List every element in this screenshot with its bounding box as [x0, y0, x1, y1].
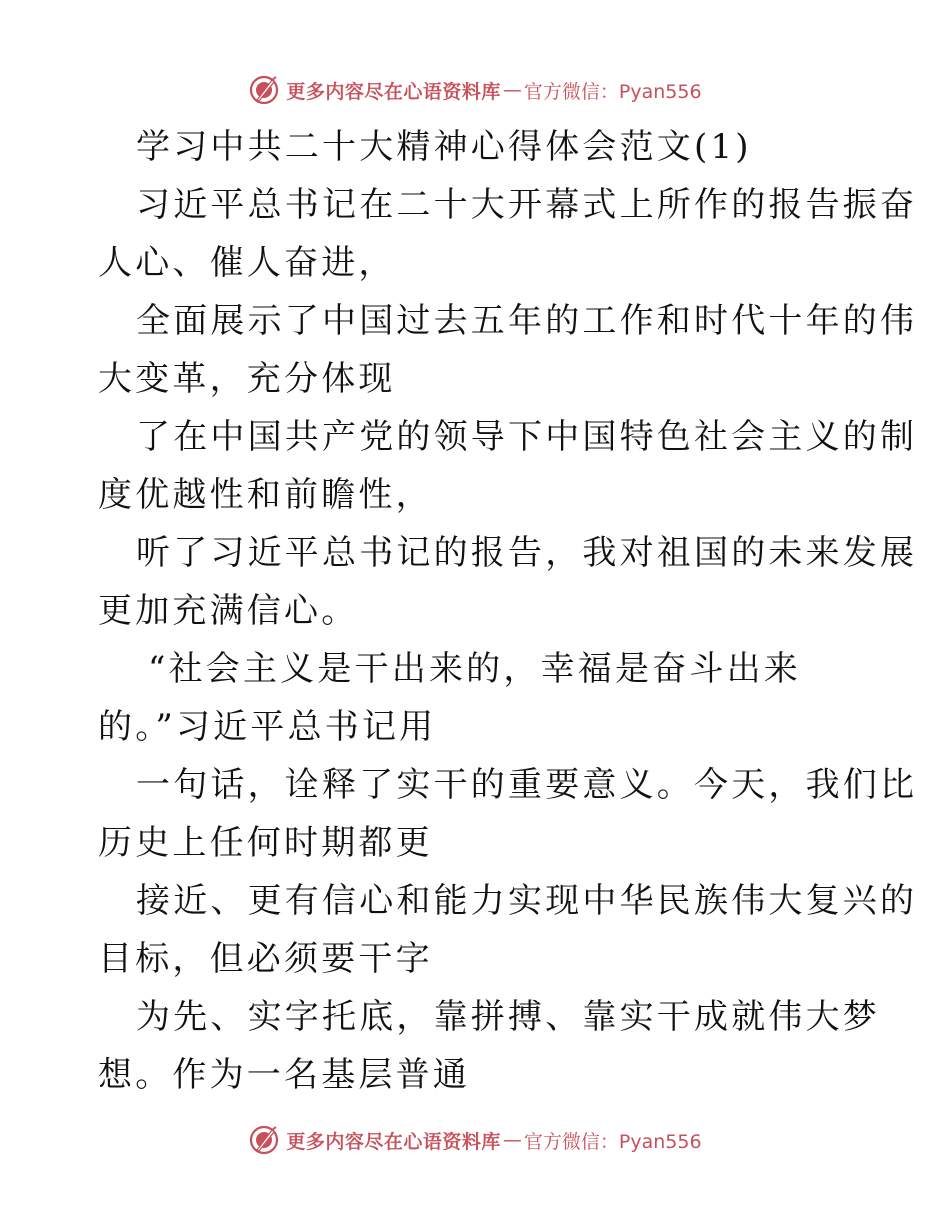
text-line: 度优越性和前瞻性， — [98, 475, 433, 515]
text-line: 人心、催人奋进， — [98, 243, 396, 283]
quill-pen-logo-icon — [248, 74, 280, 106]
banner-separator: — — [502, 1129, 522, 1151]
text-line: 的。”习近平总书记用 — [98, 707, 437, 747]
banner-brand-text: 更多内容尽在心语资料库 — [286, 1130, 501, 1153]
text-line: 为先、实字托底，靠拼搏、靠实干成就伟大梦 — [136, 997, 880, 1037]
banner-wechat-text: 官方微信：Pyan556 — [523, 80, 702, 103]
document-title: 学习中共二十大精神心得体会范文(1) — [136, 127, 752, 167]
text-line: 大变革，充分体现 — [98, 359, 396, 399]
text-line: 接近、更有信心和能力实现中华民族伟大复兴的 — [136, 881, 918, 921]
footer-banner — [0, 1122, 950, 1158]
header-banner — [0, 72, 950, 108]
text-line: 更加充满信心。 — [98, 591, 359, 631]
text-line: 了在中国共产党的领导下中国特色社会主义的制 — [136, 417, 918, 457]
banner-separator: — — [502, 79, 522, 101]
text-line: 想。作为一名基层普通 — [98, 1055, 470, 1095]
text-line: 历史上任何时期都更 — [98, 823, 433, 863]
text-line: 全面展示了中国过去五年的工作和时代十年的伟 — [136, 301, 918, 341]
banner-brand-text: 更多内容尽在心语资料库 — [286, 80, 501, 103]
banner-wechat-text: 官方微信：Pyan556 — [523, 1130, 702, 1153]
text-line: 一句话，诠释了实干的重要意义。今天，我们比 — [136, 765, 918, 805]
text-line: “社会主义是干出来的，幸福是奋斗出来 — [148, 649, 801, 689]
quill-pen-logo-icon — [248, 1124, 280, 1156]
document-body — [98, 118, 918, 1104]
text-line: 听了习近平总书记的报告，我对祖国的未来发展 — [136, 533, 918, 573]
text-line: 目标，但必须要干字 — [98, 939, 433, 979]
text-line: 习近平总书记在二十大开幕式上所作的报告振奋 — [136, 185, 918, 225]
